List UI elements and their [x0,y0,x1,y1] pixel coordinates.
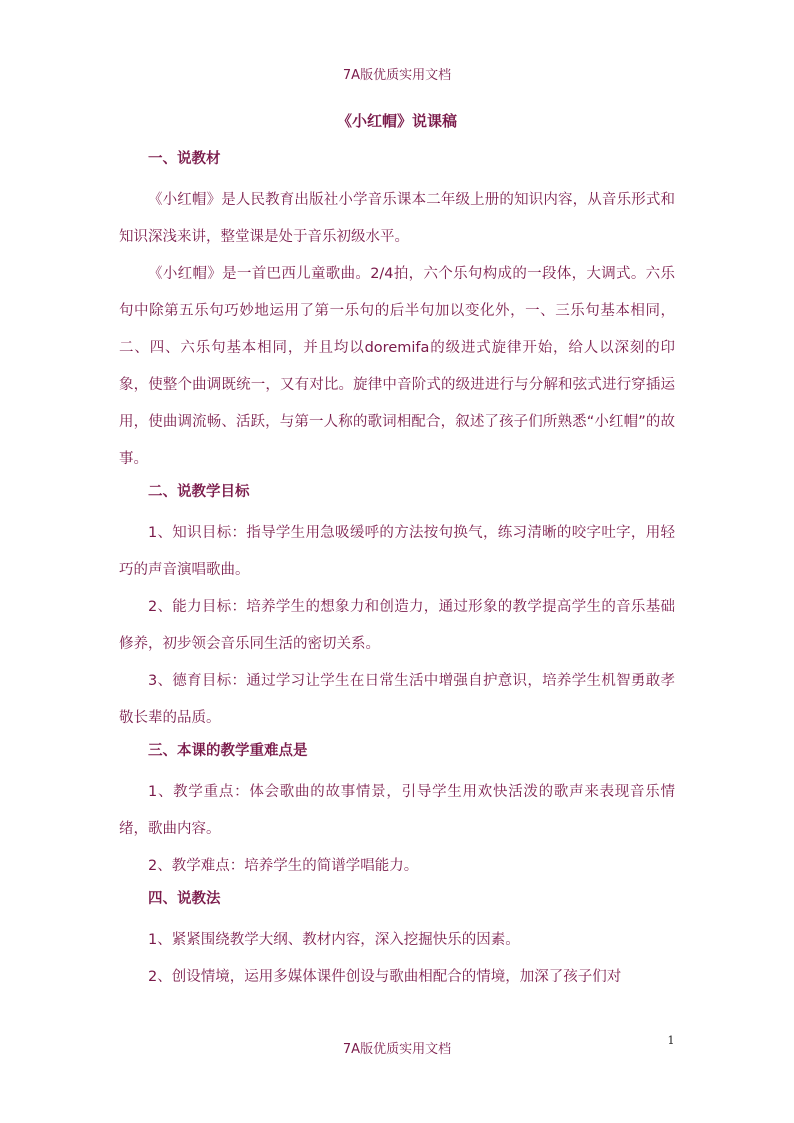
paragraph: 2、创设情境，运用多媒体课件创设与歌曲相配合的情境，加深了孩子们对 [148,969,622,985]
page-header: 7A版优质实用文档 [342,68,452,83]
section-key-difficulties [119,737,675,885]
section-heading: 一、说教材 [148,151,221,167]
section-heading: 二、说教学目标 [148,484,250,500]
section-heading: 四、说教法 [148,891,221,907]
paragraph: 1、教学重点：体会歌曲的故事情景，引导学生用欢快活泼的歌声来表现音乐情绪，歌曲内容。 [119,784,675,837]
paragraph: 1、紧紧围绕教学大纲、教材内容，深入挖掘快乐的因素。 [148,932,520,948]
page-footer: 7A版优质实用文档 [342,1042,452,1057]
document-body [119,145,675,996]
paragraph: 《小红帽》是人民教育出版社小学音乐课本二年级上册的知识内容，从音乐形式和知识深浅来讲，整堂课是处于音乐初级水平。 [119,192,675,245]
section-heading: 三、本课的教学重难点是 [148,743,308,759]
section-teaching-method [119,885,675,996]
paragraph: 2、教学难点：培养学生的简谱学唱能力。 [148,858,419,874]
paragraph: 3、德育目标：通过学习让学生在日常生活中增强自护意识，培养学生机智勇敢孝敬长辈的品质。 [119,673,675,726]
paragraph: 2、能力目标：培养学生的想象力和创造力，通过形象的教学提高学生的音乐基础修养，初步领会音乐同生活的密切关系。 [119,599,675,652]
paragraph: 《小红帽》是一首巴西儿童歌曲。2/4拍，六个乐句构成的一段体，大调式。六乐句中除第五乐句巧妙地运用了第一乐句的后半句加以变化外，一、三乐句基本相同，二、四、六乐句基本相同，并且均以doremifa的级进式旋律开始，给人以深刻的印象，使整个曲调既统一，又有对比。旋律中音阶式的级进进行与分解和弦式进行穿插运用，使曲调流畅、活跃，与第一人称的歌词相配合，叙述了孩子们所熟悉“小红帽”的故事。 [119,266,675,467]
page-number: 1 [667,1034,675,1047]
section-teaching-goals [119,478,675,737]
section-teaching-material [119,145,675,478]
document-title: 《小红帽》说课稿 [336,112,457,130]
paragraph: 1、知识目标：指导学生用急吸缓呼的方法按句换气，练习清晰的咬字吐字，用轻巧的声音演唱歌曲。 [119,525,675,578]
